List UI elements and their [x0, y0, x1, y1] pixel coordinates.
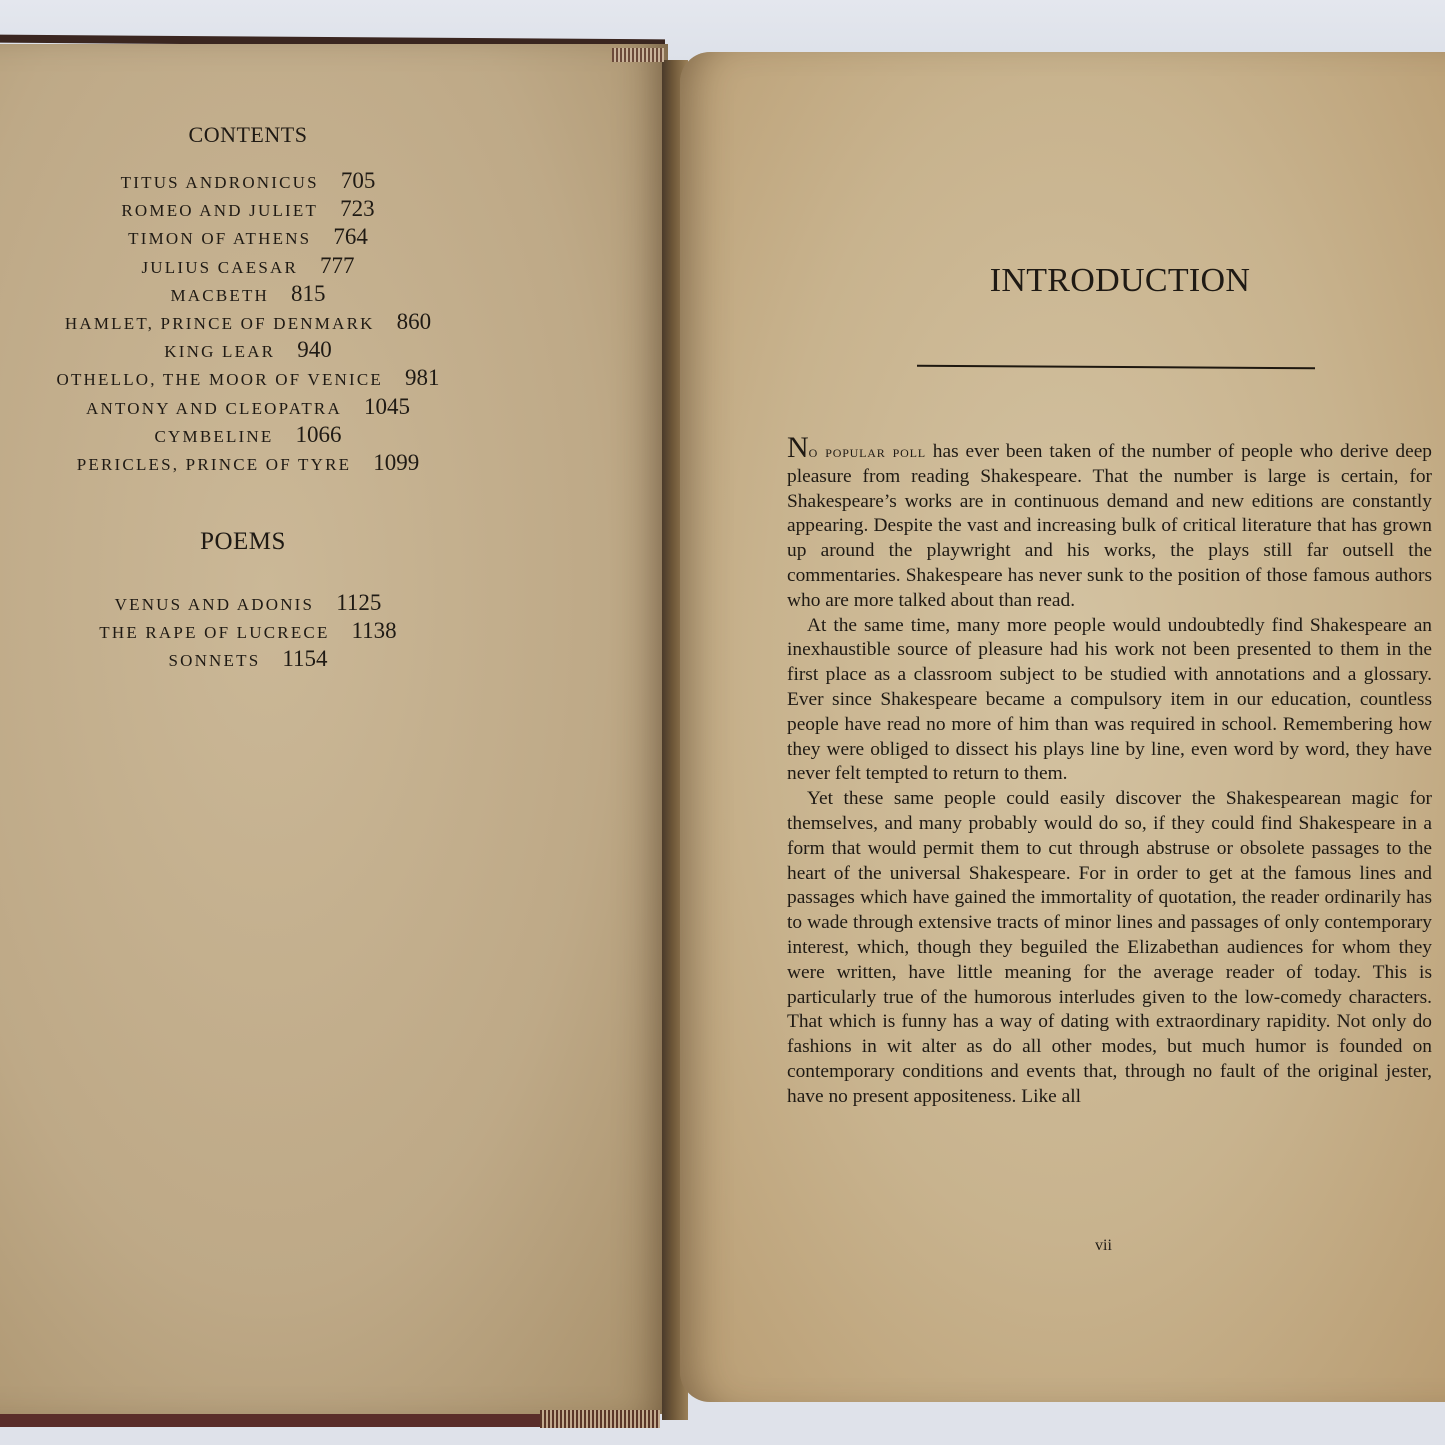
toc-entry-title: CYMBELINE [154, 426, 274, 446]
paragraph-2: At the same time, many more people would undoubtedly find Shakespeare an inexhaustible source of pleasure had his work not been presented to them in the first place as a classroom subject to be studied with annotations and a glossary. Ever since Shakespeare became a compulsory item in our education, countless people have read no more of him than was required in school. Remembering how they were obliged to dissect his plays line by line, even word by word, they have never felt tempted to return to them. [787, 614, 1432, 785]
toc-entry-title: TITUS ANDRONICUS [120, 173, 319, 192]
poems-list [0, 590, 496, 675]
toc-entry-title: ANTONY AND CLEOPATRA [86, 398, 342, 418]
toc-entry-title: HAMLET, PRINCE OF DENMARK [64, 313, 375, 333]
toc-entry-page: 723 [340, 196, 375, 222]
toc-entry [0, 422, 496, 450]
toc-entry [0, 281, 496, 309]
toc-entry-title: TIMON OF ATHENS [128, 229, 312, 249]
toc-entry-page: 1066 [295, 421, 342, 447]
toc-entry-page: 1138 [351, 618, 397, 644]
toc-entry [0, 365, 496, 393]
toc-entry [0, 337, 496, 365]
toc-entry [0, 224, 496, 252]
toc-entry-page: 1099 [373, 449, 420, 475]
toc-entry [0, 309, 496, 337]
toc-entry-title: THE RAPE OF LUCRECE [99, 623, 330, 643]
plays-list [0, 168, 496, 478]
toc-entry [0, 253, 496, 281]
toc-entry-title: MACBETH [170, 285, 270, 305]
toc-entry-title: JULIUS CAESAR [141, 257, 299, 277]
opening-small-caps: o popular poll [808, 442, 926, 461]
paragraph-1 [787, 431, 1433, 614]
toc-entry-page: 705 [340, 168, 376, 193]
toc-entry-title: OTHELLO, THE MOOR OF VENICE [56, 370, 383, 390]
toc-entry-page: 860 [396, 308, 432, 334]
toc-entry [0, 590, 496, 618]
toc-entry-page: 764 [333, 224, 368, 250]
toc-entry [0, 646, 496, 674]
book-cover-edge-bottom [0, 1413, 545, 1427]
drop-cap: N [787, 431, 809, 464]
toc-entry-title: ROMEO AND JULIET [121, 201, 319, 221]
toc-entry [0, 618, 496, 646]
toc-entry-page: 981 [405, 365, 440, 391]
toc-entry-title: SONNETS [168, 651, 261, 671]
headband-bottom [540, 1410, 660, 1428]
paragraph-3: Yet these same people could easily discover the Shakespearean magic for themselves, and many probably would do so, if they could find Shakespeare in a form that would permit them to cut through abstruse or obsolete passages to the heart of the universal Shakespeare. For in order to get at the famous lines and passages which have gained the immortality of quotation, the reader ordinarily has to wade through extensive tracts of minor lines and passages of only contemporary interest, which, though they beguiled the Elizabethan audiences for whom they were written, have little meaning for the average reader of today. This is particularly true of the humorous interludes given to the low-comedy characters. That which is funny has a way of dating with extraordinary rapidity. Not only do fashions in wit alter as do all other modes, but much humor is founded on contemporary conditions and events that, through no fault of the original jester, have no present appositeness. Like all [787, 788, 1432, 1107]
toc-entry-page: 815 [291, 280, 326, 306]
introduction-body [787, 431, 1433, 1110]
headband-top [612, 48, 664, 62]
toc-entry [0, 394, 496, 422]
page-number: vii [1095, 1237, 1112, 1254]
toc-entry-page: 1045 [363, 393, 410, 419]
toc-entry [0, 196, 496, 224]
toc-entry [0, 450, 496, 478]
toc-entry-page: 1125 [336, 590, 382, 615]
toc-entry [0, 168, 496, 196]
contents-heading: CONTENTS [188, 122, 308, 147]
toc-entry-title: KING LEAR [164, 342, 276, 362]
poems-heading: POEMS [200, 528, 286, 555]
toc-entry-page: 1154 [282, 646, 328, 672]
toc-entry-title: PERICLES, PRINCE OF TYRE [76, 454, 352, 474]
introduction-heading: INTRODUCTION [989, 262, 1251, 299]
paragraph-1-text: has ever been taken of the number of people who derive deep pleasure from reading Shakespeare. That the number is large is certain, for Shakespeare’s works are in continuous demand and new editions are constantly appearing. Despite the vast and increasing bulk of critical literature that has grown up around the playwright and his works, the plays still far outsell the commentaries. Shakespeare has never sunk to the position of those famous authors who are more talked about than read. [787, 441, 1433, 611]
toc-entry-page: 777 [320, 252, 355, 278]
toc-entry-page: 940 [297, 337, 332, 363]
toc-entry-title: VENUS AND ADONIS [114, 595, 315, 614]
